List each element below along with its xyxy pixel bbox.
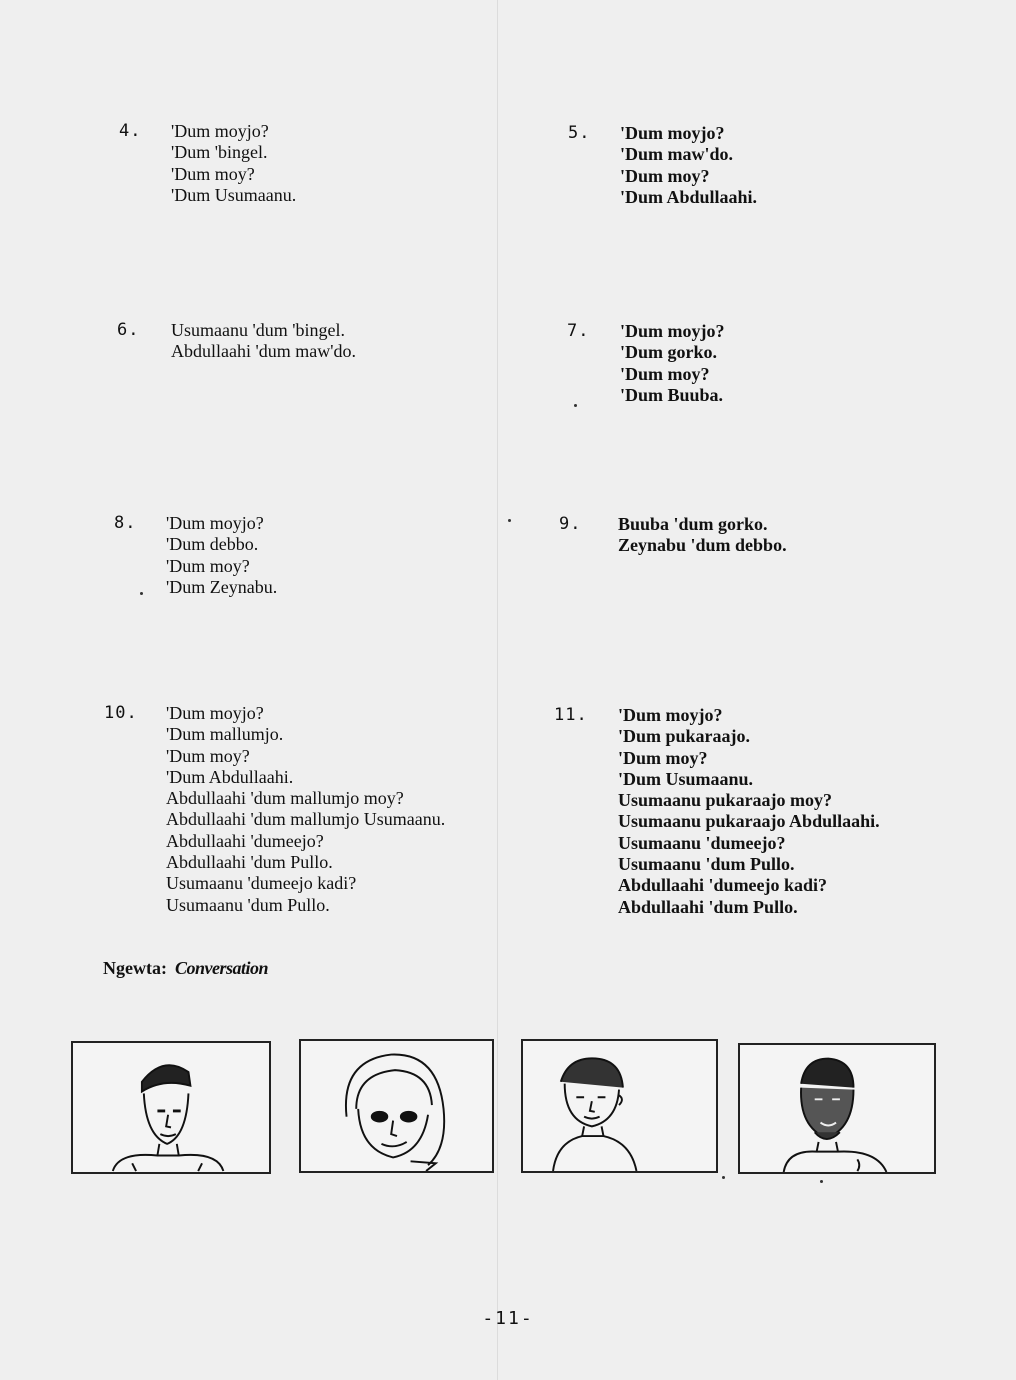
exercise-line: 'Dum moyjo? — [620, 123, 725, 143]
exercise-line: 'Dum Buuba. — [620, 384, 724, 405]
exercise-line: Abdullaahi 'dum mallumjo Usumaanu. — [166, 809, 446, 830]
scan-speck — [574, 404, 577, 407]
exercise-line: Usumaanu 'dumeejo kadi? — [166, 873, 357, 894]
section-translation: Conversation — [174, 958, 269, 978]
section-label: Ngewta: — [103, 958, 167, 978]
exercise-lines — [171, 320, 356, 363]
exercise-line: 'Dum Abdullaahi. — [620, 186, 758, 207]
exercise-line: 'Dum moy? — [618, 747, 708, 768]
exercise-line: Buuba 'dum gorko. — [618, 514, 768, 534]
exercise-line: 'Dum debbo. — [166, 534, 259, 555]
boy-portrait-icon — [523, 1041, 716, 1171]
scan-speck — [508, 519, 511, 522]
portrait-frame — [299, 1039, 494, 1173]
page-fold-line — [497, 0, 498, 1380]
exercise-line: 'Dum moy? — [166, 745, 250, 766]
exercise-line: 'Dum Usumaanu. — [618, 768, 754, 789]
exercise-line: 'Dum mallumjo. — [166, 724, 284, 745]
exercise-line: Abdullaahi 'dum mallumjo moy? — [166, 788, 404, 809]
exercise-number: 4. — [119, 121, 142, 141]
scan-speck — [820, 1180, 823, 1183]
headscarf-woman-portrait-icon — [301, 1041, 492, 1171]
section-heading — [103, 958, 268, 979]
exercise-lines — [171, 121, 296, 206]
exercise-line: 'Dum moy? — [620, 363, 710, 384]
exercise-line: Usumaanu 'dum 'bingel. — [171, 320, 345, 340]
exercise-number: 5. — [568, 123, 591, 143]
exercise-lines — [620, 123, 757, 208]
page-number: -11- — [482, 1308, 534, 1329]
exercise-number: 11. — [554, 705, 588, 725]
exercise-line: Abdullaahi 'dumeejo kadi? — [618, 875, 828, 896]
exercise-line: Usumaanu 'dumeejo? — [618, 832, 786, 853]
bearded-elder-portrait-icon — [740, 1045, 934, 1172]
exercise-lines — [618, 705, 880, 918]
portrait-frame — [71, 1041, 271, 1174]
exercise-number: 9. — [559, 514, 582, 534]
exercise-line: Abdullaahi 'dum maw'do. — [171, 341, 356, 362]
portrait-frame — [738, 1043, 936, 1174]
exercise-line: 'Dum moy? — [620, 165, 710, 186]
exercise-line: 'Dum Abdullaahi. — [166, 766, 294, 787]
exercise-line: 'Dum moy? — [171, 163, 255, 184]
exercise-line: Abdullaahi 'dum Pullo. — [166, 852, 333, 873]
exercise-line: 'Dum Usumaanu. — [171, 184, 297, 205]
exercise-line: 'Dum moyjo? — [166, 513, 264, 533]
exercise-line: Abdullaahi 'dum Pullo. — [618, 896, 798, 917]
exercise-line: Zeynabu 'dum debbo. — [618, 535, 787, 556]
exercise-lines — [166, 513, 277, 598]
exercise-line: Usumaanu 'dum Pullo. — [618, 854, 795, 875]
exercise-line: Usumaanu pukaraajo moy? — [618, 790, 833, 811]
exercise-line: Usumaanu pukaraajo Abdullaahi. — [618, 811, 880, 832]
exercise-number: 6. — [117, 320, 140, 340]
exercise-lines — [166, 703, 445, 916]
exercise-line: 'Dum maw'do. — [620, 144, 734, 165]
exercise-line: Abdullaahi 'dumeejo? — [166, 830, 324, 851]
exercise-line: 'Dum pukaraajo. — [618, 726, 751, 747]
exercise-line: 'Dum moyjo? — [618, 705, 723, 725]
exercise-lines — [620, 321, 725, 406]
exercise-lines — [618, 514, 787, 557]
scan-speck — [140, 592, 143, 595]
exercise-number: 10. — [104, 703, 138, 723]
exercise-line: 'Dum gorko. — [620, 342, 718, 363]
exercise-line: 'Dum Zeynabu. — [166, 576, 278, 597]
exercise-line: 'Dum 'bingel. — [171, 142, 268, 163]
exercise-line: 'Dum moyjo? — [171, 121, 269, 141]
exercise-number: 7. — [567, 321, 590, 341]
portrait-frame — [521, 1039, 718, 1173]
exercise-line: Usumaanu 'dum Pullo. — [166, 894, 330, 915]
exercise-number: 8. — [114, 513, 137, 533]
exercise-line: 'Dum moyjo? — [620, 321, 725, 341]
turbaned-man-portrait-icon — [73, 1043, 269, 1172]
exercise-line: 'Dum moy? — [166, 555, 250, 576]
scan-speck — [722, 1176, 725, 1179]
exercise-line: 'Dum moyjo? — [166, 703, 264, 723]
